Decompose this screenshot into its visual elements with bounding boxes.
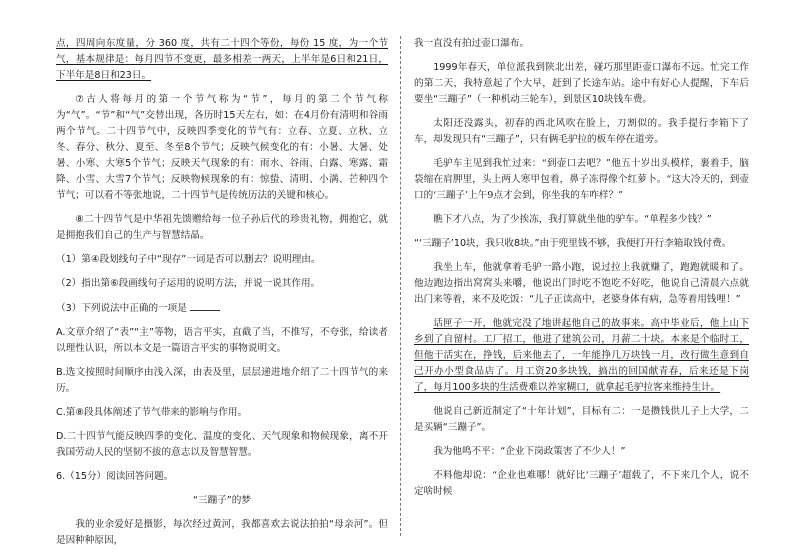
question-3: [56, 300, 388, 317]
paragraph-8: ⑧二十四节气是中华祖先馈赠给每一位子孙后代的珍贵礼物，拥抱它，就是拥抱我们自己的生产与智慧结晶。: [56, 214, 388, 241]
paragraph-solar-terms-rule: 点，四周向东度量，分 360 度，共有二十四个等份，每份 15 度，为一个节气，基本规律是：每月四节不变更，最多相差一两天，上半年是6日和21日，下半年是8日和23日。: [56, 38, 388, 81]
story-paragraph-4: [414, 156, 749, 204]
story-paragraph-6: [414, 236, 749, 252]
story-paragraph-9: 他说自己新近制定了“十年计划”，目标有二：一是攒钱供儿子上大学，二是买辆“三蹦子”。: [414, 406, 749, 433]
story-paragraph-11-quote: “企业也难哪！就好比‘三蹦子’超载了，不下来几个人，说不定啥时候: [414, 470, 749, 497]
option-b: B.选文按照时间顺序由浅入深，由表及里，层层递进地介绍了二十四节气的来历。: [56, 367, 388, 394]
story-paragraph-5: 瞧下才八点，为了少挨冻，我打算就坐他的驴车。“单程多少钱？”: [433, 214, 712, 225]
story-paragraph-6-quote: “‘三蹦子’10块，我只收8块。”: [414, 238, 540, 249]
question-6-heading: 6.（15分）阅读回答问题。: [56, 471, 174, 482]
story-paragraph-4-quote: “到壶口去吧？”他五十岁出头模样，裹着手，脑袋缩在肩胛里，头上两人寒甲包着，鼻子冻得像个红萝卜。“这大冷天的，到壶口的‘三蹦子’上午9点才会到，你坐我的车咋样？”: [414, 158, 750, 201]
story-paragraph-2: 1999年春天，单位派我到陕北出差，碰巧那里距壶口瀑布不远。忙完工作的第二天，我特意起了个大早，赶到了长途车站。途中有好心人提醒，下车后要坐“三蹦子”（一种机动三轮车），到景区10块钱车费。: [414, 62, 749, 105]
question-2: （2）指出第⑥段画线句子运用的说明方法，并说一说其作用。: [56, 278, 321, 289]
story-paragraph-10: 我为他鸣不平：“企业下岗政策害了不少人！”: [433, 446, 626, 457]
story-paragraph-6-rest: 由于兜里钱不够，我便打开行李箱取钱付费。: [539, 238, 732, 249]
right-column: [414, 36, 749, 508]
question-3-text: （3）下列说法中正确的一项是: [56, 303, 187, 314]
left-column: [56, 36, 388, 557]
story-paragraph-3: 太阳还没露头，初春的西北风吹在脸上，刀割似的。我手提行李箱下了车，却发现只有“三蹦子”，只有俩毛驴拉的板车停在道旁。: [414, 118, 749, 145]
option-a: A.文章介绍了“表”“主”等物，语言平实，直截了当，不推写，不夸张，给读者以理性认识，所以本文是一篇语言平实的事物说明文。: [56, 327, 388, 354]
column-divider: [400, 36, 401, 536]
question-1: （1）第④段划线句子中“现存”一词是否可以删去？说明理由。: [56, 254, 321, 265]
option-d: D.二十四节气能反映四季的变化、温度的变化、天气现象和物候现象，离不开我国劳动人民的坚韧不拔的意志以及智慧智慧。: [56, 431, 388, 458]
story-paragraph-4-lead: 毛驴车主见到我忙过来：: [433, 158, 542, 169]
story-paragraph-1: 我的业余爱好是摄影，每次经过黄河，我都喜欢去说法拍拍“母亲河”。但是因种种原因，: [56, 519, 388, 546]
paragraph-7: ⑦古人将每月的第一个节气称为“节”，每月的第二个节气称为“气”。“节”和“气”交替出现，各历时15天左右，如：在4月份有清明和谷雨两个节气。二十四节气中，反映四季变化的节气有：立春、立夏、立秋、立冬、春分、秋分、夏至、冬至8个节气；反映气候变化的有：小暑、大暑、处暑、小寒、大寒5个节气；反映天气现象的有：雨水、谷雨、白露、寒露、霜降、小雪、大雪7个节气；反映物候现象的有：惊蛰、清明、小满、芒种四个节气；可以看不等张地说，二十四节气是传统历法的关键和核心。: [56, 94, 388, 201]
story-line-continued: 我一直没有拍过壶口瀑布。: [414, 38, 530, 49]
story-paragraph-7: 我坐上车，他就拿着毛驴一路小跑，说过拉上我就赚了，跑跑就暖和了。他边跑边指出窝窝头来嚼，他说出门时吃不饱吃不好吃，他说自己清晨六点就出门来等着，来不及吃饭：“儿子正读高中，老婆身体有病，急等着用钱哩！”: [414, 262, 749, 305]
answer-blank[interactable]: [190, 300, 220, 311]
story-paragraph-11-lead: 不料他却说：: [433, 470, 493, 481]
story-title: “三蹦子”的梦: [193, 495, 251, 506]
option-c: C.第⑧段具体阐述了节气带来的影响与作用。: [56, 407, 248, 418]
story-paragraph-8-underlined: 话匣子一开，他就完没了地讲起他自己的故事来。高中毕业后，他上山下乡到了自留村。工厂招工，他进了建筑公司，月薪二十块。本来是个临时工，但他干活实在，挣钱，后来他去了，一年能挣几万块钱一月，改行做生意到自己开办小型食品店了。月工资20多块钱，搞出的回国献青春，后来还是下岗了，每月100多块的生活费难以养家糊口，就拿起毛驴拉客来维持生计。: [414, 318, 749, 393]
story-paragraph-11: [414, 468, 749, 500]
